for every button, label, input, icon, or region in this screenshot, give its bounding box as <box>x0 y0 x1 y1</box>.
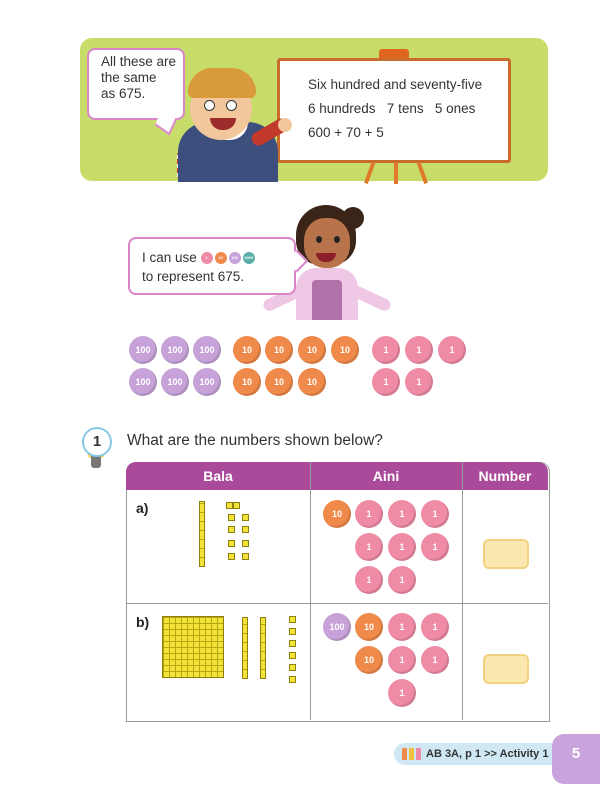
unit-cube <box>228 514 235 521</box>
speech-line: to represent 675. <box>142 269 245 284</box>
girl-eye <box>334 236 340 243</box>
thousand-disc-icon: 1000 <box>243 252 255 264</box>
unit-cube <box>289 664 296 671</box>
whiteboard <box>277 58 511 163</box>
boy-eye <box>204 100 215 111</box>
one-disc: 1 <box>438 336 466 364</box>
boy-speech-bubble <box>87 48 185 120</box>
pencils-icon <box>402 748 424 760</box>
unit-cube <box>242 553 249 560</box>
speech-line: All these are <box>101 54 177 69</box>
speech-line: as 675. <box>101 86 146 101</box>
ten-disc: 10 <box>265 336 293 364</box>
aini-disc: 1 <box>388 679 416 707</box>
aini-disc: 10 <box>323 500 351 528</box>
aini-disc: 10 <box>355 613 383 641</box>
lightbulb-icon <box>91 456 101 468</box>
row-label-a: a) <box>136 500 149 516</box>
aini-disc: 1 <box>355 533 383 561</box>
unit-cube <box>289 652 296 659</box>
hundred-disc: 100 <box>129 368 157 396</box>
aini-disc: 1 <box>355 566 383 594</box>
question-text: What are the numbers shown below? <box>127 432 383 449</box>
ten-disc-icon: 10 <box>215 252 227 264</box>
header-bala: Bala <box>203 468 233 484</box>
board-line: 600 + 70 + 5 <box>308 125 384 140</box>
boy-hair <box>188 68 256 98</box>
unit-cube <box>226 502 233 509</box>
ten-disc: 10 <box>298 368 326 396</box>
one-disc-icon: 1 <box>201 252 213 264</box>
answer-input-b[interactable] <box>483 654 529 684</box>
aini-disc: 1 <box>388 646 416 674</box>
speech-line: I can use <box>142 250 197 265</box>
girl-apron <box>312 280 342 320</box>
hundred-disc: 100 <box>161 336 189 364</box>
boy-eye <box>226 100 237 111</box>
aini-disc: 1 <box>388 566 416 594</box>
question-number: 1 <box>82 427 112 457</box>
hundred-disc: 100 <box>193 368 221 396</box>
ten-disc: 10 <box>233 336 261 364</box>
column-divider <box>310 462 311 720</box>
one-disc: 1 <box>405 368 433 396</box>
aini-disc: 1 <box>421 533 449 561</box>
hundred-disc-icon: 100 <box>229 252 241 264</box>
unit-cube <box>228 540 235 547</box>
header-number: Number <box>478 468 532 484</box>
one-disc: 1 <box>405 336 433 364</box>
header-aini: Aini <box>372 468 400 484</box>
hundred-disc: 100 <box>129 336 157 364</box>
easel-leg <box>394 160 398 184</box>
answer-input-a[interactable] <box>483 539 529 569</box>
ten-rod <box>199 501 205 567</box>
boy-hand <box>278 118 292 132</box>
girl-eye <box>316 236 322 243</box>
unit-cube <box>242 526 249 533</box>
hundred-disc: 100 <box>193 336 221 364</box>
ten-disc: 10 <box>298 336 326 364</box>
board-line: Six hundred and seventy-five <box>308 77 483 92</box>
one-disc: 1 <box>372 368 400 396</box>
unit-cube <box>242 514 249 521</box>
aini-disc: 1 <box>421 500 449 528</box>
unit-cube <box>289 640 296 647</box>
unit-cube <box>289 676 296 683</box>
aini-disc: 100 <box>323 613 351 641</box>
hundred-flat <box>162 616 224 678</box>
ten-rod <box>260 617 266 679</box>
girl-speech-bubble <box>128 237 296 295</box>
hundred-disc: 100 <box>161 368 189 396</box>
aini-disc: 1 <box>388 613 416 641</box>
aini-disc: 1 <box>388 533 416 561</box>
row-label-b: b) <box>136 614 150 630</box>
aini-disc: 1 <box>355 500 383 528</box>
page-number: 5 <box>552 734 600 784</box>
unit-cube <box>289 616 296 623</box>
ten-disc: 10 <box>265 368 293 396</box>
ten-disc: 10 <box>331 336 359 364</box>
column-divider <box>462 462 463 720</box>
aini-disc: 1 <box>388 500 416 528</box>
speech-line: the same <box>101 70 157 85</box>
unit-cube <box>228 526 235 533</box>
board-line: 6 hundreds 7 tens 5 ones <box>308 101 476 116</box>
unit-cube <box>242 540 249 547</box>
one-disc: 1 <box>372 336 400 364</box>
aini-disc: 1 <box>421 613 449 641</box>
ten-rod <box>242 617 248 679</box>
activity-reference: AB 3A, p 1 >> Activity 1 <box>394 743 552 765</box>
unit-cube <box>228 553 235 560</box>
aini-disc: 10 <box>355 646 383 674</box>
unit-cube <box>233 502 240 509</box>
aini-disc: 1 <box>421 646 449 674</box>
ten-disc: 10 <box>233 368 261 396</box>
unit-cube <box>289 628 296 635</box>
row-divider <box>126 603 548 604</box>
